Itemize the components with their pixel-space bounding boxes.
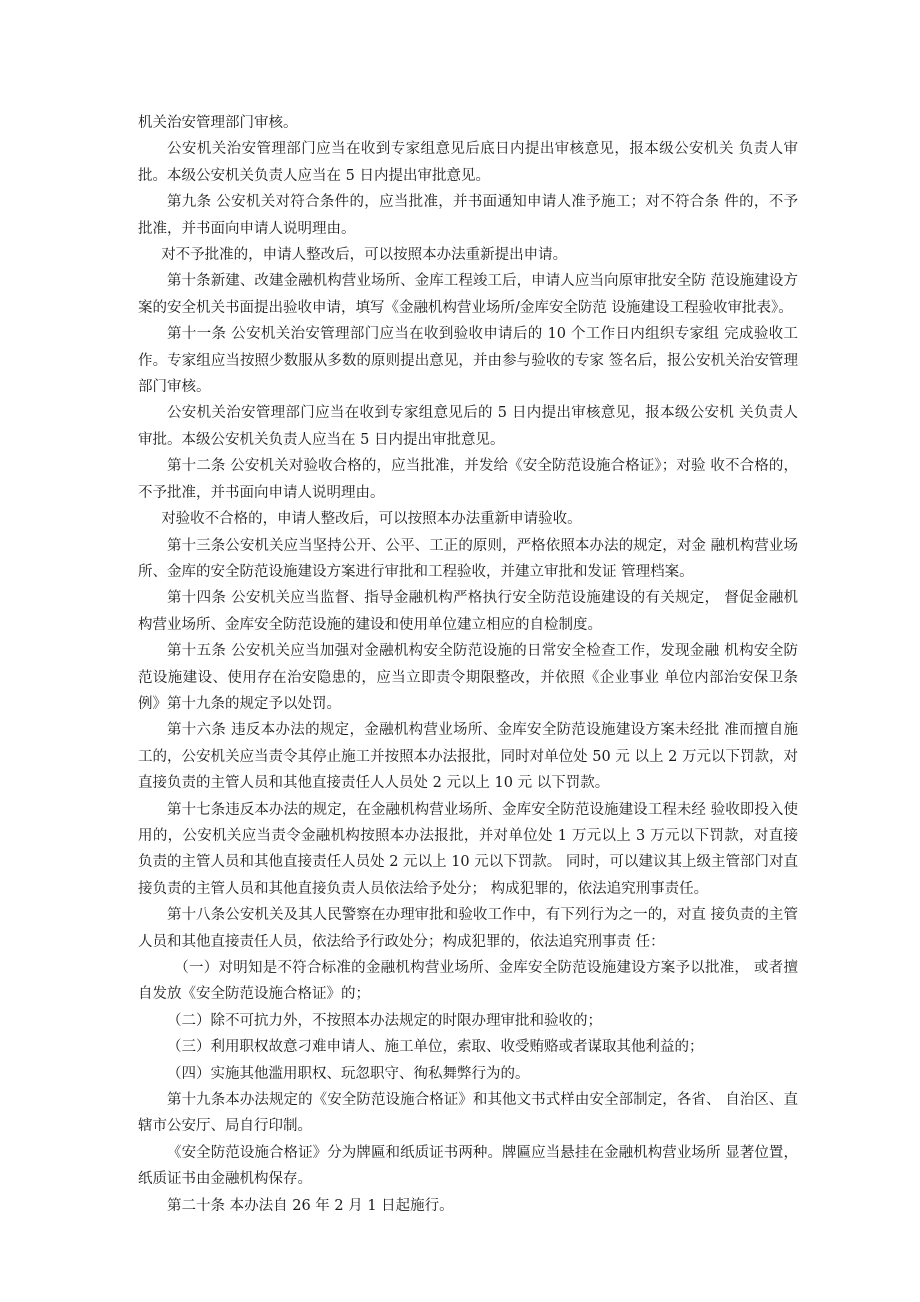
article-13: 第十三条公安机关应当坚持公开、公平、工正的原则，严格依照本办法的规定，对金 融机构营业场所、金库的安全防范设施建设方案进行审批和工程验收，并建立审批和发证 管理档案。 [138, 537, 798, 580]
article-12: 第十二条 公安机关对验收合格的，应当批准，并发给《安全防范设施合格证》；对验 收不合格的，不予批准，并书面向申请人说明理由。 [138, 458, 798, 501]
list-item: （二）除不可抗力外，不按照本办法规定的时限办理审批和验收的； [167, 1012, 602, 1029]
paragraph: 公安机关治安管理部门应当在收到专家组意见后的 5 日内提出审核意见，报本级公安机 关负责人审批。本级公安机关负责人应当在 5 日内提出审批意见。 [138, 405, 798, 448]
article-9: 第九条 公安机关对符合条件的，应当批准，并书面通知申请人准予施工；对不符合条 件的，不予批准，并书面向申请人说明理由。 [138, 194, 798, 237]
list-item: （四）实施其他滥用职权、玩忽职守、徇私舞弊行为的。 [167, 1065, 530, 1082]
article-14: 第十四条 公安机关应当监督、指导金融机构严格执行安全防范设施建设的有关规定， 督促金融机构营业场所、金库安全防范设施的建设和使用单位建立相应的自检制度。 [138, 590, 798, 633]
list-item: （三）利用职权故意刁难申请人、施工单位，索取、收受贿赂或者谋取其他利益的； [167, 1039, 704, 1056]
paragraph: 对验收不合格的，申请人整改后，可以按照本办法重新申请验收。 [161, 511, 582, 528]
article-10: 第十条新建、改建金融机构营业场所、金库工程竣工后，申请人应当向原审批安全防 范设施建设方案的安全机关书面提出验收申请，填写《金融机构营业场所/金库安全防范 设施建设工程验收审批表》。 [138, 273, 798, 316]
article-18: 第十八条公安机关及其人民警察在办理审批和验收工作中，有下列行为之一的，对直 接负责的主管人员和其他直接责任人员，依法给予行政处分；构成犯罪的，依法追究刑事责 任： [138, 907, 798, 950]
paragraph-continuation: 机关治安管理部门审核。 [138, 115, 298, 131]
article-15: 第十五条 公安机关应当加强对金融机构安全防范设施的日常安全检查工作，发现金融 机构安全防范设施建设、使用存在治安隐患的，应当立即责令期限整改，并依照《企业事业 单位内部治安保卫条例》第十九条的规定予以处罚。 [138, 643, 798, 712]
article-17: 第十七条违反本办法的规定，在金融机构营业场所、金库安全防范设施建设工程未经 验收即投入使用的，公安机关应当责令金融机构按照本办法报批，并对单位处 1 万元以上 3 万元以下罚款，对直接负责的主管人员和其他直接责任人员处 2 元以上 10 元以下罚款。 同时，可以建议其上级主管部门对直接负责的主管人员和其他直接负责人员依法给予处分； 构成犯罪的，依法追究刑事责任。 [138, 801, 798, 897]
document-body [138, 110, 798, 1219]
article-11: 第十一条 公安机关治安管理部门应当在收到验收申请后的 10 个工作日内组织专家组 完成验收工作。专家组应当按照少数服从多数的原则提出意见，并由参与验收的专家 签名后，报公安机关治安管理部门审核。 [138, 326, 798, 396]
article-19: 第十九条本办法规定的《安全防范设施合格证》和其他文书式样由安全部制定，各省、 自治区、直辖市公安厅、局自行印制。 [138, 1092, 798, 1135]
list-item: （一）对明知是不符合标准的金融机构营业场所、金库安全防范设施建设方案予以批准， 或者擅自发放《安全防范设施合格证》的； [138, 960, 798, 1003]
article-20: 第二十条 本办法自 26 年 2 月 1 日起施行。 [167, 1197, 454, 1214]
paragraph: 《安全防范设施合格证》分为牌匾和纸质证书两种。牌匾应当悬挂在金融机构营业场所 显著位置，纸质证书由金融机构保存。 [138, 1144, 798, 1188]
paragraph: 公安机关治安管理部门应当在收到专家组意见后底日内提出审核意见，报本级公安机关 负责人审批。本级公安机关负责人应当在 5 日内提出审批意见。 [138, 141, 798, 184]
paragraph: 对不予批准的，申请人整改后，可以按照本办法重新提出申请。 [161, 247, 568, 264]
article-16: 第十六条 违反本办法的规定，金融机构营业场所、金库安全防范设施建设方案未经批 准而擅自施工的，公安机关应当责令其停止施工并按照本办法报批，同时对单位处 50 元 以上 2 万元以下罚款，对直接负责的主管人员和其他直接责任人人员处 2 元以上 10 元 以下罚款。 [138, 722, 798, 792]
